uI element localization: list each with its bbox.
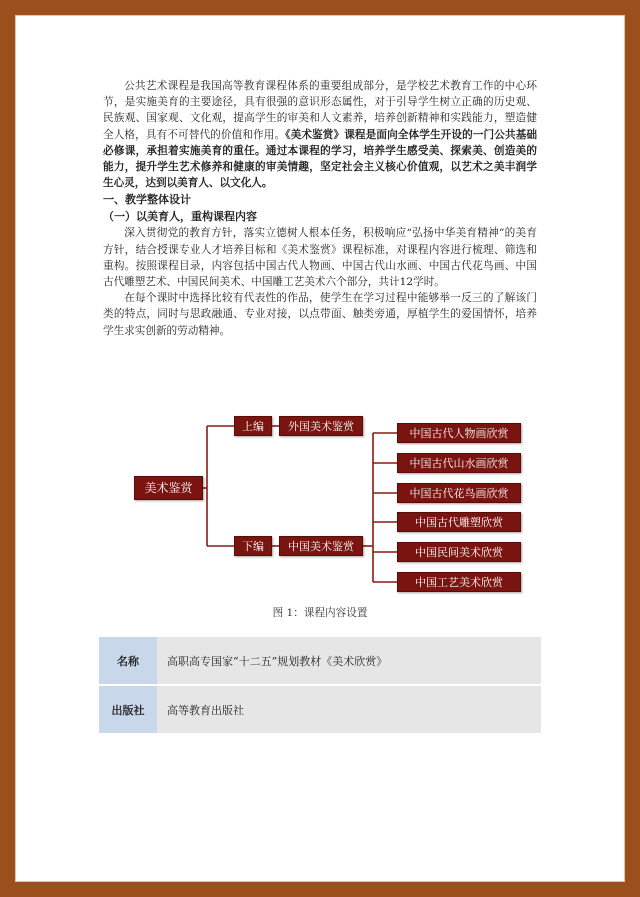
- diagram-topic-chinese: 中国美术鉴赏: [279, 536, 363, 556]
- diagram-topic-foreign: 外国美术鉴赏: [279, 416, 363, 436]
- diagram-part-up: 上编: [234, 416, 272, 436]
- body-paragraph-1: 深入贯彻党的教育方针，落实立德树人根本任务，积极响应“弘扬中华美育精神”的美育方针，结合授课专业人才培养目标和《美术鉴赏》课程标准，对课程内容进行梳理、筛选和重构。按照课程目录，内容包括中国古代人物画、中国古代山水画、中国古代花鸟画、中国古代雕塑艺术、中国民间美术、中国雕工艺美术六个部分，共计12学时。: [103, 227, 537, 289]
- figure-caption: 图 1：课程内容设置: [272, 607, 368, 619]
- diagram-leaf-craft-art: 中国工艺美术欣赏: [397, 572, 521, 592]
- diagram-leaf-figure-painting: 中国古代人物画欣赏: [397, 423, 521, 443]
- book-info-row-publisher: [99, 686, 541, 733]
- course-structure-diagram: [131, 410, 531, 600]
- diagram-leaf-landscape-painting: 中国古代山水画欣赏: [397, 453, 521, 473]
- diagram-root-box: 美术鉴赏: [134, 476, 203, 500]
- diagram-part-down: 下编: [234, 536, 272, 556]
- book-name-label: 名称: [99, 637, 157, 684]
- intro-bold-text: 《美术鉴赏》课程是面向全体学生开设的一门公共基础必修课，承担着实施美育的重任。通过本课程的学习，培养学生感受美、探索美、创造美的能力，提升学生艺术修养和健康的审美情趣，坚定社会主义核心价值观，以艺术之美丰润学生心灵，达到以美育人、以文化人。: [103, 128, 537, 190]
- body-paragraph-2: 在每个课时中选择比较有代表性的作品，使学生在学习过程中能够举一反三的了解该门类的特点，同时与思政融通、专业对接，以点带面、触类旁通，厚植学生的爱国情怀，培养学生求实创新的劳动精神。: [103, 292, 537, 337]
- section-heading: 一、教学整体设计: [103, 193, 191, 207]
- publisher-label: 出版社: [99, 686, 157, 733]
- book-name-value: 高职高专国家“十二五”规划教材《美术欣赏》: [157, 637, 541, 684]
- diagram-leaf-sculpture: 中国古代雕塑欣赏: [397, 512, 521, 532]
- publisher-value: 高等教育出版社: [157, 686, 541, 733]
- book-info-table: [99, 637, 541, 733]
- book-info-row-name: [99, 637, 541, 684]
- section-subheading: （一）以美育人，重构课程内容: [103, 210, 257, 224]
- diagram-leaf-folk-art: 中国民间美术欣赏: [397, 542, 521, 562]
- diagram-leaf-bird-flower-painting: 中国古代花鸟画欣赏: [397, 483, 521, 503]
- document-body: [103, 78, 537, 339]
- intro-paragraph: [103, 78, 537, 191]
- intro-text: 公共艺术课程是我国高等教育课程体系的重要组成部分，是学校艺术教育工作的中心环节，是实施美育的主要途径，具有很强的意识形态属性，对于引导学生树立正确的历史观、民族观、国家观、文化观，提高学生的审美和人文素养，培养创新精神和实践能力，塑造健全人格，具有不可替代的价值和作用。: [103, 80, 537, 141]
